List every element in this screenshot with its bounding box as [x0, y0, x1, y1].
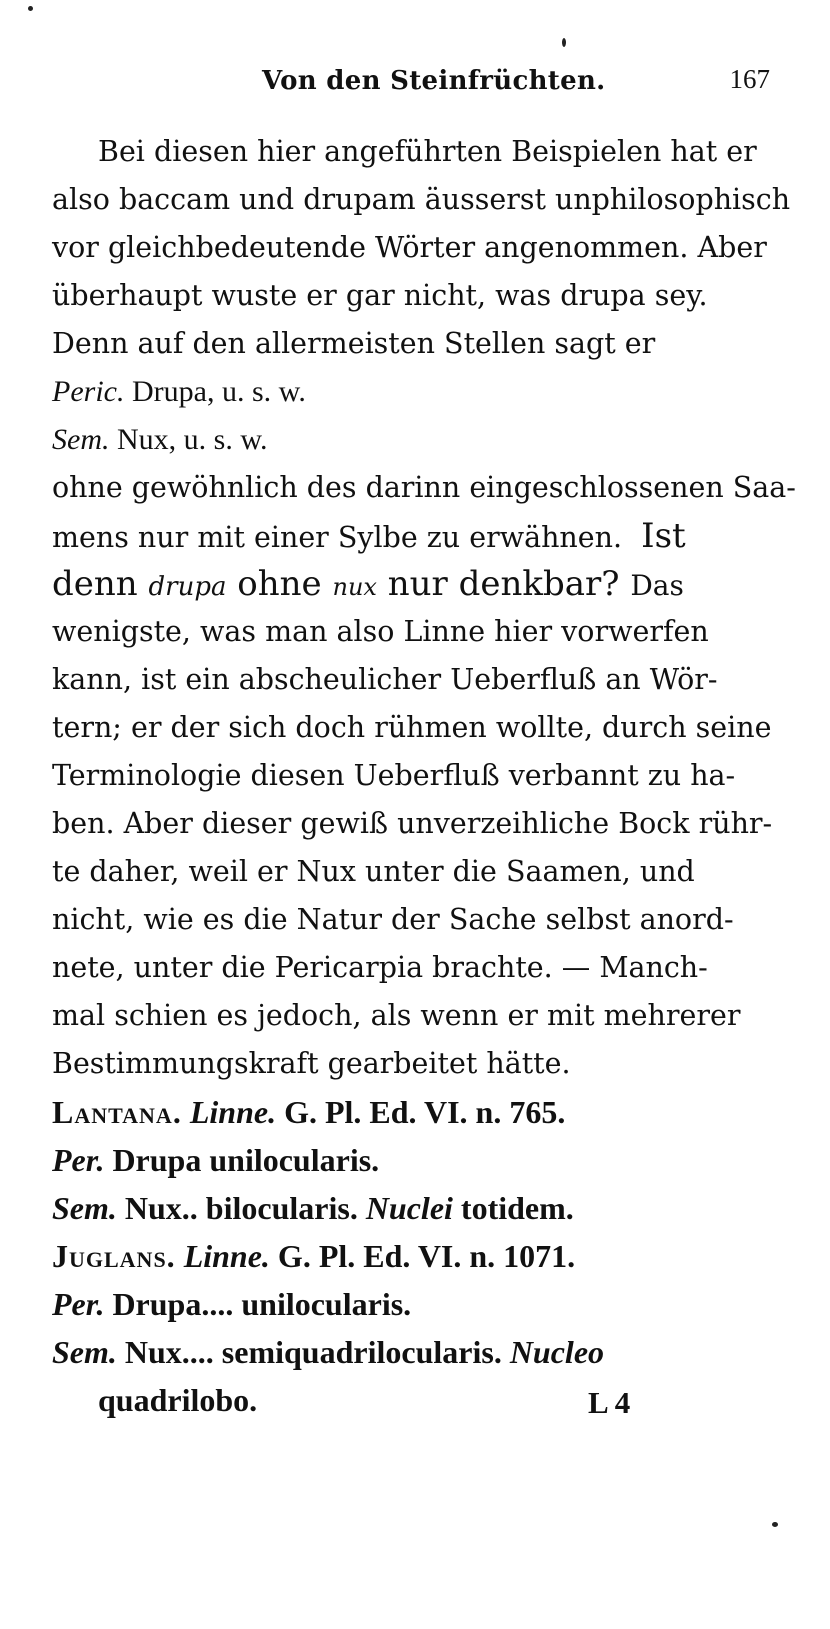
- genus-name: Lantana.: [52, 1094, 182, 1130]
- text-line: Bestimmungskraft gearbeitet hätte.: [52, 1047, 571, 1080]
- entry-lantana-per: Per. Drupa unilocularis.: [52, 1142, 380, 1178]
- text-line: vor gleichbedeutende Wörter angenommen. Aber: [52, 231, 767, 264]
- entry-lantana-sem: Sem. Nux.. bilocularis. Nuclei totidem.: [52, 1190, 574, 1226]
- entry-juglans-heading: Juglans. Linne. G. Pl. Ed. VI. n. 1071.: [52, 1238, 576, 1274]
- genus-name: Juglans.: [52, 1238, 176, 1274]
- text-line: ohne gewöhnlich des darinn eingeschlossenen Saa-: [52, 471, 796, 504]
- scan-speck: [562, 38, 566, 47]
- abbrev-sem: Sem.: [52, 423, 110, 456]
- entry-juglans-per: Per. Drupa.... unilocularis.: [52, 1286, 412, 1322]
- text-line: also baccam und drupam äusserst unphilosophisch: [52, 183, 791, 216]
- text-line: nete, unter die Pericarpia brachte. — Manch-: [52, 951, 708, 984]
- text-line: überhaupt wuste er gar nicht, was drupa sey.: [52, 279, 708, 312]
- entry-lantana-heading: Lantana. Linne. G. Pl. Ed. VI. n. 765.: [52, 1094, 566, 1130]
- entry-juglans-sem: Sem. Nux.... semiquadrilocularis. Nucleo: [52, 1334, 605, 1370]
- text-line: wenigste, was man also Linne hier vorwerfen: [52, 615, 709, 648]
- abbrev-peric: Peric.: [52, 375, 125, 408]
- page-number: 167: [729, 64, 770, 94]
- text-line: mens nur mit einer Sylbe zu erwähnen. Ist: [52, 516, 686, 556]
- running-title: Von den Steinfrüchten.: [262, 66, 606, 96]
- text-line: Terminologie diesen Ueberfluß verbannt zu ha-: [52, 759, 736, 792]
- text-line: Denn auf den allermeisten Stellen sagt er: [52, 327, 656, 360]
- scan-speck: [28, 6, 33, 11]
- text-line: Bei diesen hier angeführten Beispielen hat er: [98, 135, 757, 168]
- entry-juglans-continuation: quadrilobo.: [98, 1382, 258, 1418]
- signature-mark: L 4: [588, 1385, 631, 1420]
- text-line: ben. Aber dieser gewiß unverzeihliche Bock rühr-: [52, 807, 773, 840]
- scan-speck: [772, 1522, 778, 1527]
- text-line: nicht, wie es die Natur der Sache selbst anord-: [52, 903, 734, 936]
- text-line: mal schien es jedoch, als wenn er mit mehrerer: [52, 999, 741, 1032]
- text-line: Peric. Drupa, u. s. w.: [52, 375, 306, 408]
- text-line: tern; er der sich doch rühmen wollte, durch seine: [52, 711, 772, 744]
- text-line: kann, ist ein abscheulicher Ueberfluß an Wör-: [52, 663, 718, 696]
- text-line: Sem. Nux, u. s. w.: [52, 423, 268, 456]
- text-line: denn drupa ohne nux nur denkbar? Das: [52, 564, 684, 604]
- text-line: te daher, weil er Nux unter die Saamen, und: [52, 855, 695, 888]
